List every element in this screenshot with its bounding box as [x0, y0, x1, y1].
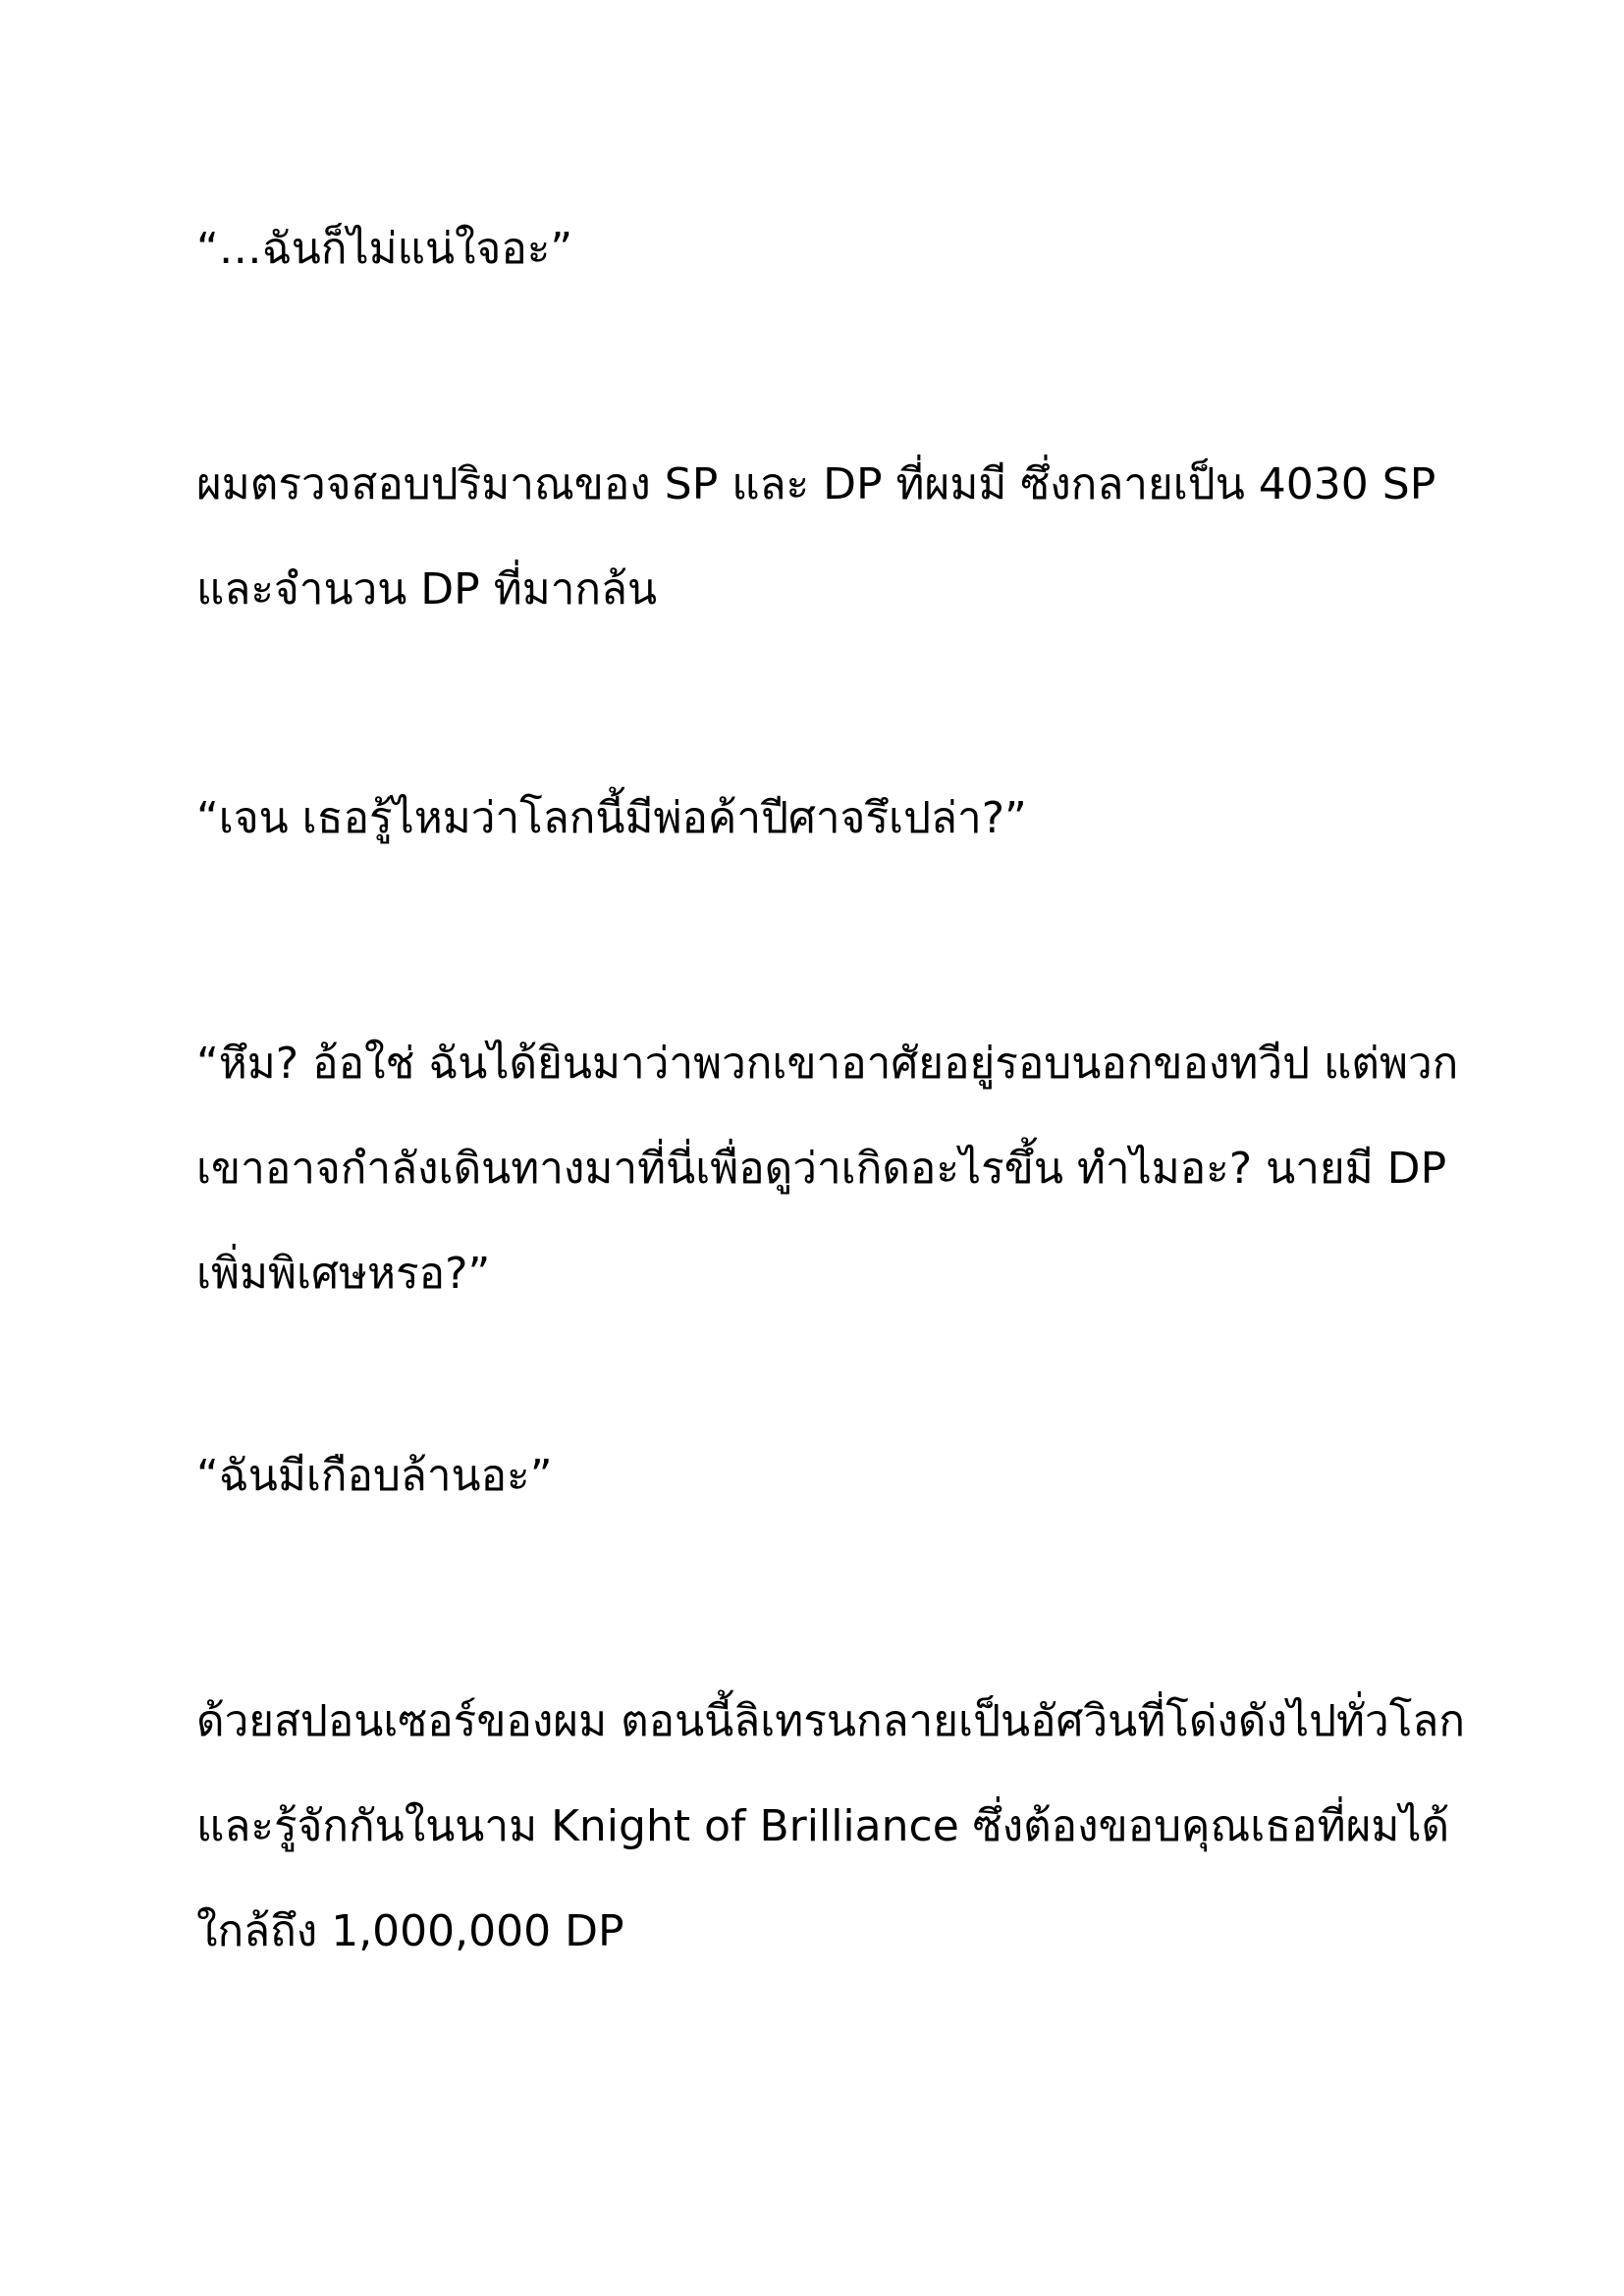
text-line: “เจน เธอรู้ไหมว่าโลกนี้มีพ่อค้าปีศาจรึเปล่า?” — [196, 793, 1027, 843]
dialogue-paragraph — [196, 196, 1463, 301]
text-line: “…ฉันก็ไม่แน่ใจอะ” — [196, 224, 573, 274]
text-line: และจำนวน DP ที่มากล้น — [196, 564, 658, 614]
text-line: เพิ่มพิเศษหรอ?” — [196, 1249, 491, 1299]
narration-paragraph — [196, 432, 1463, 642]
text-line: ผมตรวจสอบปริมาณของ SP และ DP ที่ผมมี ซึ่งกลายเป็น 4030 SP — [196, 459, 1436, 509]
text-line: ใกล้ถึง 1,000,000 DP — [196, 1906, 624, 1956]
text-line: ด้วยสปอนเซอร์ของผม ตอนนี้ลิเทรนกลายเป็นอัศวินที่โด่งดังไปทั่วโลก — [196, 1696, 1465, 1746]
text-line: และรู้จักกันในนาม Knight of Brilliance ซึ่งต้องขอบคุณเธอที่ผมได้ — [196, 1801, 1450, 1851]
dialogue-paragraph — [196, 1011, 1463, 1326]
text-line: “ฉันมีเกือบล้านอะ” — [196, 1451, 553, 1501]
narration-paragraph — [196, 1669, 1463, 1984]
dialogue-paragraph — [196, 1423, 1463, 1528]
text-line: “หึม? อ้อใช่ ฉันได้ยินมาว่าพวกเขาอาศัยอยู่รอบนอกของทวีป แต่พวก — [196, 1039, 1459, 1089]
dialogue-paragraph — [196, 766, 1463, 871]
text-line: เขาอาจกำลังเดินทางมาที่นี่เพื่อดูว่าเกิดอะไรขึ้น ทำไมอะ? นายมี DP — [196, 1144, 1447, 1194]
